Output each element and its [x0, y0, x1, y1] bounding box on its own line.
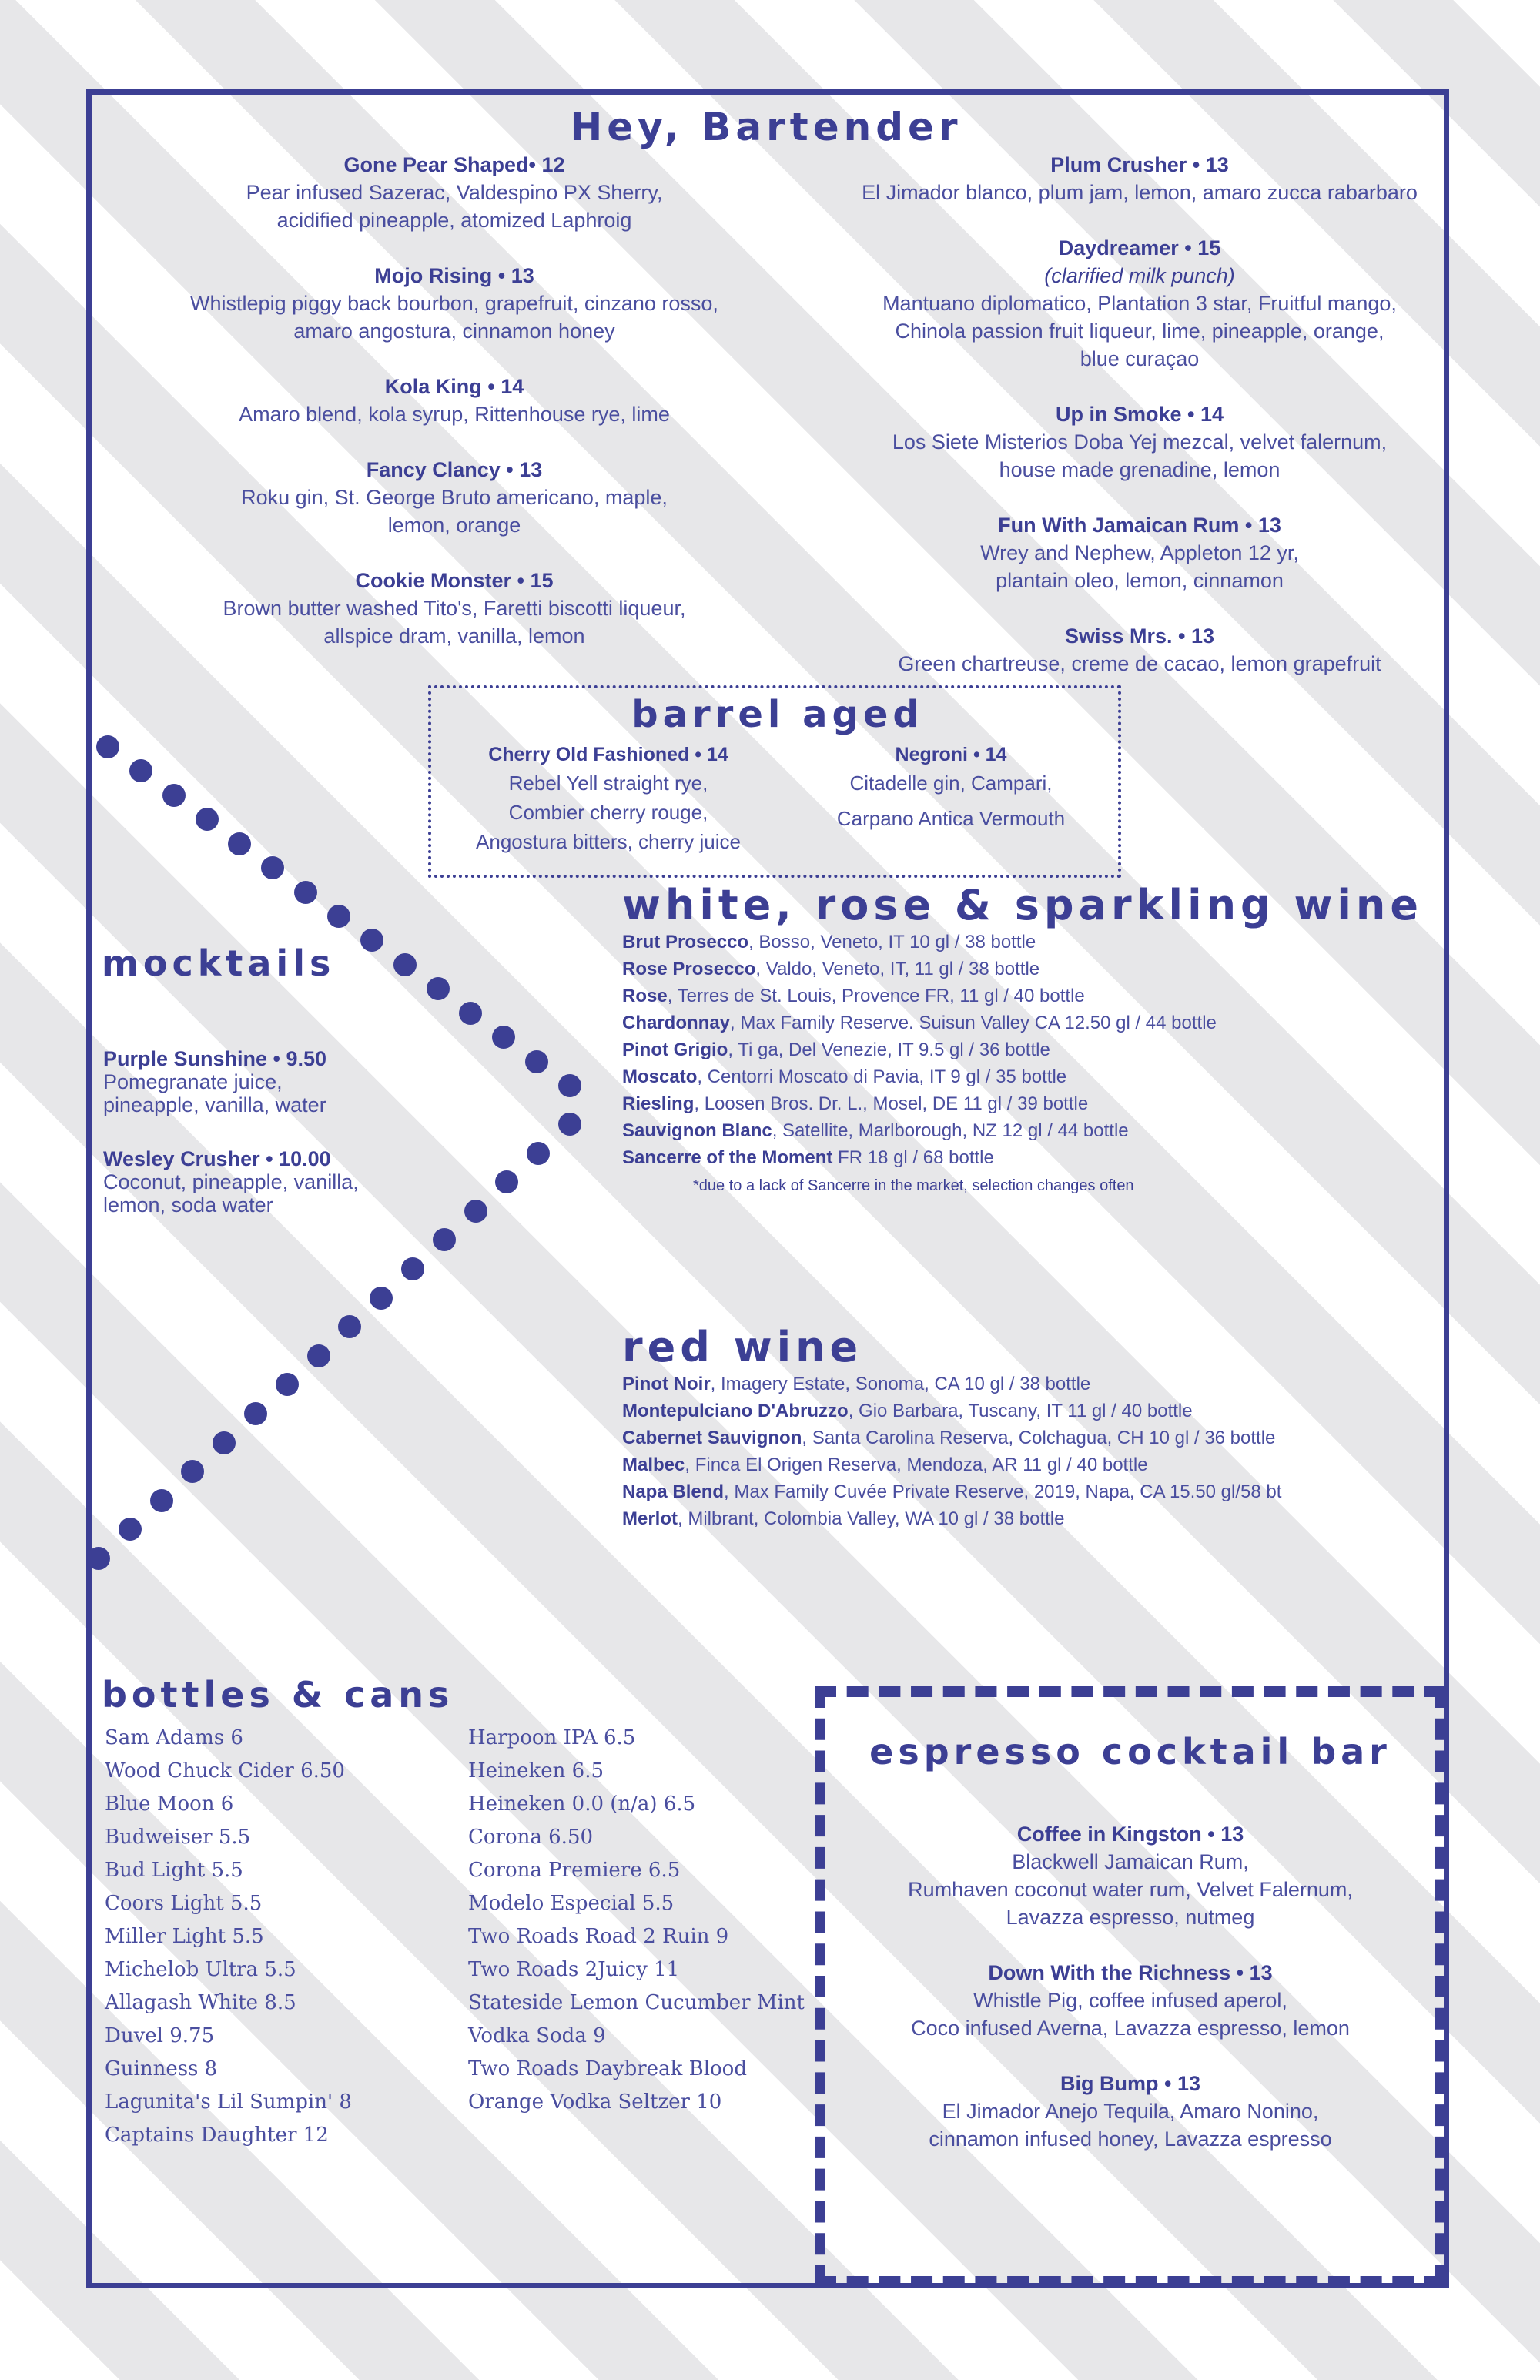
drink-name: Up in Smoke • 14: [1055, 403, 1224, 426]
decorative-dot: [427, 977, 450, 1000]
beer-item: Two Roads Road 2 Ruin 9: [468, 1925, 729, 1948]
wine-row: [622, 1036, 1438, 1063]
beer-item: Guinness 8: [105, 2057, 218, 2080]
wine-detail: , Loosen Bros. Dr. L., Mosel, DE 11 gl / 39 bottle: [694, 1093, 1089, 1114]
mocktail-purple-sunshine: [103, 1047, 427, 1116]
drink-mojo-rising: [116, 262, 793, 345]
drink-big-bump: [825, 2070, 1435, 2153]
wine-name: Chardonnay: [622, 1013, 731, 1033]
wine-name: Moscato: [622, 1066, 698, 1087]
red-wine-list: [622, 1371, 1438, 1532]
decorative-dot: [196, 808, 219, 831]
wine-detail: , Terres de St. Louis, Provence FR, 11 gl / 40 bottle: [667, 986, 1085, 1006]
drink-fancy-clancy: [116, 456, 793, 539]
wine-row: [622, 1505, 1438, 1532]
beer-item: Modelo Especial 5.5: [468, 1892, 675, 1915]
mocktail-desc: pineapple, vanilla, water: [103, 1093, 326, 1116]
drink-desc: Carpano Antica Vermouth: [836, 807, 1066, 830]
drink-desc: El Jimador blanco, plum jam, lemon, amaro zucca rabarbaro: [862, 181, 1418, 204]
drink-name: Big Bump • 13: [1060, 2072, 1200, 2095]
drink-desc: Chinola passion fruit liqueur, lime, pineapple, orange,: [895, 320, 1384, 343]
wine-row: [622, 929, 1438, 956]
espresso-bar-title: espresso cocktail bar: [869, 1731, 1391, 1772]
drink-name: Swiss Mrs. • 13: [1064, 624, 1215, 648]
wine-detail: , Max Family Cuvée Private Reserve, 2019, Napa, CA 15.50 gl/58 bt: [724, 1481, 1282, 1502]
wine-row: [622, 1371, 1438, 1398]
drink-desc: Lavazza espresso, nutmeg: [1006, 1906, 1255, 1929]
drink-desc: Blackwell Jamaican Rum,: [1012, 1850, 1249, 1873]
wine-row: [622, 1144, 1438, 1171]
wine-name: Rose Prosecco: [622, 959, 756, 979]
decorative-dot: [433, 1228, 456, 1251]
drink-desc: Citadelle gin, Campari,: [849, 772, 1053, 795]
drink-desc: Pear infused Sazerac, Valdespino PX Sherry,: [246, 181, 663, 204]
drink-desc: acidified pineapple, atomized Laphroig: [276, 209, 632, 232]
barrel-item-cherry-old-fashioned: [447, 741, 770, 856]
drink-daydreamer: [816, 234, 1463, 373]
wine-detail: , Ti ga, Del Venezie, IT 9.5 gl / 36 bottle: [728, 1039, 1050, 1060]
wine-detail: , Max Family Reserve. Suisun Valley CA 12.50 gl / 44 bottle: [730, 1013, 1217, 1033]
drink-desc: Amaro blend, kola syrup, Rittenhouse rye, lime: [239, 403, 670, 426]
barrel-aged-title: barrel aged: [631, 693, 924, 736]
drink-coffee-in-kingston: [825, 1820, 1435, 1931]
white-wine-title: white, rose & sparkling wine: [622, 881, 1423, 929]
mocktail-desc: lemon, soda water: [103, 1193, 273, 1217]
decorative-dot: [119, 1518, 142, 1541]
drink-desc: Roku gin, St. George Bruto americano, maple,: [241, 486, 668, 509]
mocktail-name: Purple Sunshine • 9.50: [103, 1047, 327, 1070]
beer-item: Blue Moon 6: [105, 1793, 234, 1816]
wine-detail: , Imagery Estate, Sonoma, CA 10 gl / 38 bottle: [710, 1374, 1091, 1394]
drink-name: Down With the Richness • 13: [988, 1961, 1273, 1984]
decorative-dot: [162, 784, 186, 807]
drink-name: Kola King • 14: [384, 375, 524, 398]
beer-item: Budweiser 5.5: [105, 1826, 251, 1849]
decorative-dot: [527, 1142, 550, 1165]
wine-row: [622, 982, 1438, 1009]
wine-detail: , Valdo, Veneto, IT, 11 gl / 38 bottle: [755, 959, 1040, 979]
wine-detail: , Satellite, Marlborough, NZ 12 gl / 44 bottle: [772, 1120, 1129, 1141]
beer-item: Coors Light 5.5: [105, 1892, 263, 1915]
drink-name: Cherry Old Fashioned • 14: [488, 744, 728, 765]
drink-desc: plantain oleo, lemon, cinnamon: [996, 569, 1284, 592]
beer-item: Wood Chuck Cider 6.50: [105, 1759, 345, 1782]
drink-name: Gone Pear Shaped• 12: [343, 153, 565, 176]
wine-name: Sauvignon Blanc: [622, 1120, 772, 1141]
drink-desc: Los Siete Misterios Doba Yej mezcal, velvet falernum,: [892, 430, 1388, 454]
decorative-dot: [558, 1074, 581, 1097]
beer-item: Harpoon IPA 6.5: [468, 1726, 636, 1749]
decorative-dot: [244, 1402, 267, 1425]
mocktail-wesley-crusher: [103, 1147, 427, 1217]
beer-item: Allagash White 8.5: [105, 1991, 296, 2014]
beer-item: Vodka Soda 9: [468, 2024, 606, 2047]
decorative-dot: [370, 1287, 393, 1310]
drink-desc: Green chartreuse, creme de cacao, lemon grapefruit: [898, 652, 1381, 675]
beer-item: Captains Daughter 12: [105, 2124, 329, 2147]
drink-gone-pear-shaped: [116, 151, 793, 234]
drink-desc: allspice dram, vanilla, lemon: [323, 624, 585, 648]
wine-row: [622, 1009, 1438, 1036]
decorative-dot: [150, 1489, 173, 1512]
drink-desc: El Jimador Anejo Tequila, Amaro Nonino,: [942, 2100, 1319, 2123]
drink-desc: cinnamon infused honey, Lavazza espresso: [929, 2127, 1332, 2151]
beer-item: Corona Premiere 6.5: [468, 1859, 681, 1882]
wine-detail: , Finca El Origen Reserva, Mendoza, AR 11 gl / 40 bottle: [685, 1454, 1148, 1475]
wine-detail: , Milbrant, Colombia Valley, WA 10 gl / 38 bottle: [678, 1508, 1065, 1529]
drink-desc: Rebel Yell straight rye,: [508, 772, 708, 795]
wine-name: Napa Blend: [622, 1481, 725, 1502]
beer-item: Orange Vodka Seltzer 10: [468, 2090, 722, 2114]
decorative-dot: [96, 735, 119, 758]
wine-detail: , Santa Carolina Reserva, Colchagua, CH 10 gl / 36 bottle: [802, 1428, 1276, 1448]
bartender-left-column: [116, 151, 793, 678]
decorative-dot: [87, 1547, 110, 1570]
drink-desc: Wrey and Nephew, Appleton 12 yr,: [980, 541, 1299, 564]
beer-item: Corona 6.50: [468, 1826, 594, 1849]
drink-name: Daydreamer • 15: [1058, 236, 1221, 259]
beer-item: Bud Light 5.5: [105, 1859, 243, 1882]
bartender-right-column: [816, 151, 1463, 705]
espresso-items: [825, 1820, 1435, 2181]
decorative-dot: [459, 1002, 482, 1025]
wine-row: [622, 1063, 1438, 1090]
drink-name: Mojo Rising • 13: [374, 264, 534, 287]
beer-item: Two Roads 2Juicy 11: [468, 1958, 680, 1981]
decorative-dot: [525, 1050, 548, 1073]
wine-name: Merlot: [622, 1508, 678, 1529]
decorative-dot: [228, 832, 251, 855]
decorative-dot: [401, 1257, 424, 1280]
drink-down-with-the-richness: [825, 1959, 1435, 2042]
decorative-dot: [558, 1113, 581, 1136]
drink-up-in-smoke: [816, 400, 1463, 484]
wine-row: [622, 1451, 1438, 1478]
drink-name: Fun With Jamaican Rum • 13: [998, 514, 1281, 537]
drink-desc: Whistle Pig, coffee infused aperol,: [973, 1989, 1287, 2012]
drink-desc: Mantuano diplomatico, Plantation 3 star, Fruitful mango,: [882, 292, 1397, 315]
drink-desc: Whistlepig piggy back bourbon, grapefruit, cinzano rosso,: [190, 292, 718, 315]
mocktail-name: Wesley Crusher • 10.00: [103, 1147, 331, 1170]
drink-desc: lemon, orange: [387, 514, 521, 537]
mocktails-title: mocktails: [102, 942, 336, 984]
wine-name: Cabernet Sauvignon: [622, 1428, 802, 1448]
drink-name: Coffee in Kingston • 13: [1016, 1823, 1244, 1846]
drink-swiss-mrs: [816, 622, 1463, 678]
drink-name: Fancy Clancy • 13: [366, 458, 543, 481]
wine-row: [622, 1478, 1438, 1505]
drink-desc: Rumhaven coconut water rum, Velvet Falernum,: [908, 1878, 1353, 1901]
beer-item: Heineken 6.5: [468, 1759, 604, 1782]
wine-row: [622, 956, 1438, 982]
wine-name: Malbec: [622, 1454, 685, 1475]
drink-fun-with-jamaican-rum: [816, 511, 1463, 594]
wine-detail: , Bosso, Veneto, IT 10 gl / 38 bottle: [748, 932, 1036, 952]
wine-name: Montepulciano D'Abruzzo: [622, 1401, 849, 1421]
hey-bartender-title: Hey, Bartender: [570, 105, 962, 149]
wine-name: Pinot Noir: [622, 1374, 711, 1394]
beer-item: Duvel 9.75: [105, 2024, 215, 2047]
mocktail-desc: Coconut, pineapple, vanilla,: [103, 1170, 359, 1193]
wine-name: Riesling: [622, 1093, 695, 1114]
wine-name: Rose: [622, 986, 668, 1006]
drink-desc: Combier cherry rouge,: [508, 801, 708, 824]
drink-desc: amaro angostura, cinnamon honey: [293, 320, 615, 343]
wine-row: [622, 1090, 1438, 1117]
wine-name: Brut Prosecco: [622, 932, 749, 952]
sancerre-note: *due to a lack of Sancerre in the market, selection changes often: [693, 1177, 1134, 1194]
beer-item: Two Roads Daybreak Blood: [468, 2057, 747, 2080]
decorative-dot: [393, 953, 417, 976]
red-wine-title: red wine: [622, 1323, 863, 1371]
decorative-dot: [464, 1200, 487, 1223]
drink-name: Plum Crusher • 13: [1050, 153, 1229, 176]
bottles-column-1: [105, 1722, 459, 2152]
mocktails-list: [103, 1047, 427, 1247]
bottles-cans-title: bottles & cans: [102, 1674, 454, 1716]
white-wine-list: [622, 929, 1438, 1171]
espresso-bar-box: [815, 1686, 1446, 2287]
beer-item: Heineken 0.0 (n/a) 6.5: [468, 1793, 696, 1816]
drink-desc: Coco infused Averna, Lavazza espresso, lemon: [911, 2017, 1350, 2040]
drink-kola-king: [116, 373, 793, 428]
drink-desc: Brown butter washed Tito's, Faretti biscotti liqueur,: [223, 597, 686, 620]
drink-desc: Angostura bitters, cherry juice: [476, 830, 741, 853]
wine-name: Pinot Grigio: [622, 1039, 728, 1060]
drink-plum-crusher: [816, 151, 1463, 206]
drink-desc: blue curaçao: [1080, 347, 1200, 370]
wine-detail: , Centorri Moscato di Pavia, IT 9 gl / 35 bottle: [697, 1066, 1067, 1087]
beer-item: Miller Light 5.5: [105, 1925, 264, 1948]
drink-subtitle: (clarified milk punch): [1044, 264, 1235, 287]
beer-item: Sam Adams 6: [105, 1726, 243, 1749]
drink-desc: house made grenadine, lemon: [999, 458, 1281, 481]
mocktail-desc: Pomegranate juice,: [103, 1070, 283, 1093]
decorative-dot: [276, 1373, 299, 1396]
drink-cookie-monster: [116, 567, 793, 650]
wine-row: [622, 1398, 1438, 1424]
drink-name: Cookie Monster • 15: [355, 569, 554, 592]
wine-detail: , Gio Barbara, Tuscany, IT 11 gl / 40 bottle: [848, 1401, 1193, 1421]
decorative-dot: [213, 1431, 236, 1454]
drink-name: Negroni • 14: [895, 744, 1007, 765]
wine-row: [622, 1117, 1438, 1144]
wine-row: [622, 1424, 1438, 1451]
decorative-dot: [307, 1344, 330, 1367]
wine-name: Sancerre of the Moment: [622, 1147, 833, 1168]
decorative-dot: [327, 905, 350, 928]
beer-item: Stateside Lemon Cucumber Mint: [468, 1991, 805, 2014]
barrel-item-negroni: [793, 741, 1109, 836]
wine-detail: FR 18 gl / 68 bottle: [832, 1147, 994, 1168]
bottles-column-2: [468, 1722, 822, 2119]
beer-item: Lagunita's Lil Sumpin' 8: [105, 2090, 352, 2114]
barrel-aged-box: [428, 685, 1121, 878]
decorative-dot: [294, 881, 317, 904]
beer-item: Michelob Ultra 5.5: [105, 1958, 296, 1981]
